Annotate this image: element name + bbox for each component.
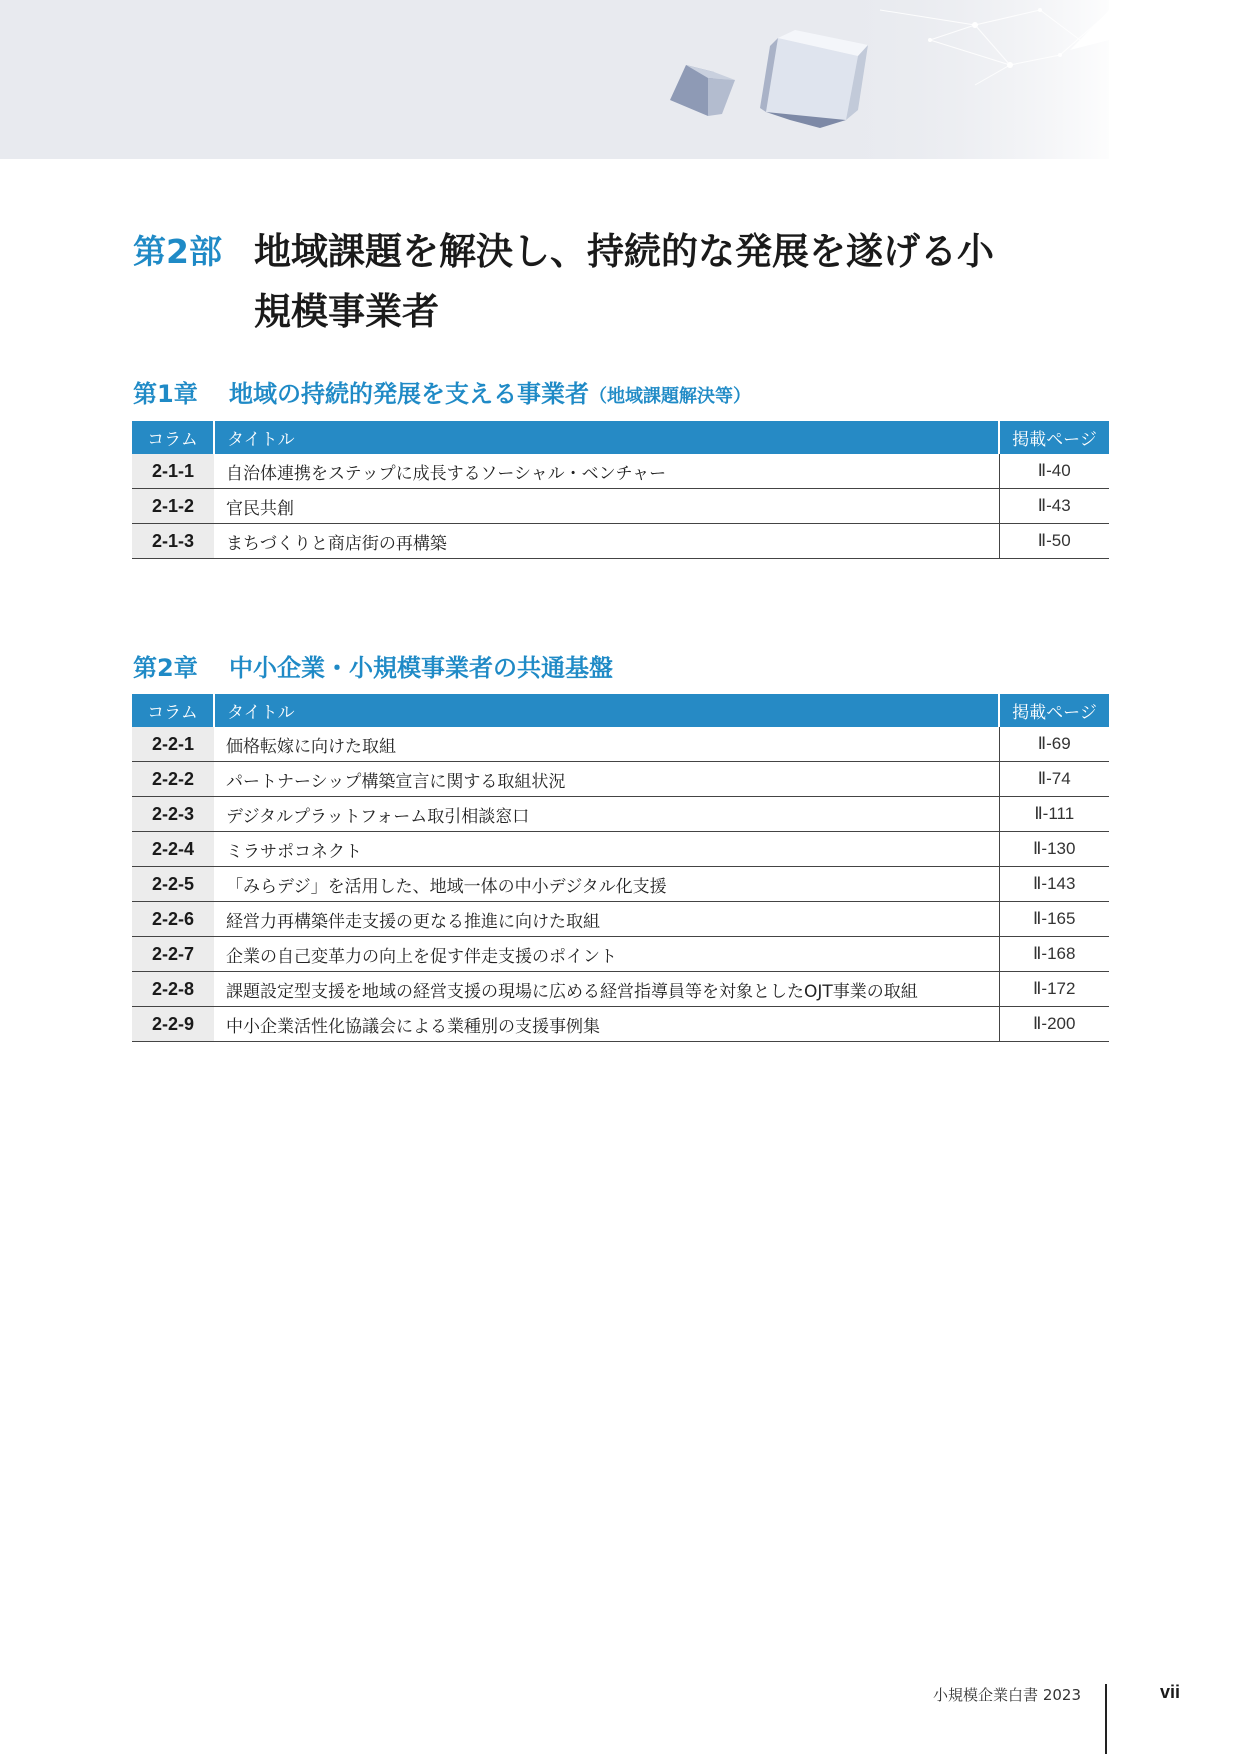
table-row <box>132 489 1109 524</box>
footer-publication <box>933 1684 1081 1705</box>
column-number: 2-2-7 <box>132 937 214 972</box>
table-row <box>132 727 1109 762</box>
column-page: Ⅱ-200 <box>999 1007 1109 1042</box>
chapter1-title: 地域の持続的発展を支える事業者 <box>229 380 589 408</box>
column-title: デジタルプラットフォーム取引相談窓口 <box>214 797 999 832</box>
column-title: 経営力再構築伴走支援の更なる推進に向けた取組 <box>214 902 999 937</box>
chapter1-subtitle: （地域課題解決等） <box>589 386 751 407</box>
column-page: Ⅱ-43 <box>999 489 1109 524</box>
column-number: 2-2-5 <box>132 867 214 902</box>
column-header: コラム <box>132 694 214 727</box>
column-page: Ⅱ-50 <box>999 524 1109 559</box>
chapter1-column-table <box>132 421 1109 559</box>
column-number: 2-2-1 <box>132 727 214 762</box>
page-header: 掲載ページ <box>999 421 1109 454</box>
column-number: 2-2-6 <box>132 902 214 937</box>
table-row <box>132 797 1109 832</box>
chapter2-label: 第2章 <box>133 654 198 682</box>
column-title: 「みらデジ」を活用した、地域一体の中小デジタル化支援 <box>214 867 999 902</box>
chapter2-column-table <box>132 694 1109 1042</box>
column-number: 2-2-8 <box>132 972 214 1007</box>
table-row <box>132 762 1109 797</box>
column-title: まちづくりと商店街の再構築 <box>214 524 999 559</box>
table-row <box>132 867 1109 902</box>
column-title: 官民共創 <box>214 489 999 524</box>
chapter2-heading <box>133 648 613 683</box>
footer-divider <box>1105 1684 1107 1754</box>
column-title: 企業の自己変革力の向上を促す伴走支援のポイント <box>214 937 999 972</box>
column-title: パートナーシップ構築宣言に関する取組状況 <box>214 762 999 797</box>
publication-name: 小規模企業白書 <box>933 1686 1039 1704</box>
table-row <box>132 1007 1109 1042</box>
page-number: vii <box>1160 1682 1181 1702</box>
column-page: Ⅱ-111 <box>999 797 1109 832</box>
chapter2-title: 中小企業・小規模事業者の共通基盤 <box>229 654 613 682</box>
page-header: 掲載ページ <box>999 694 1109 727</box>
column-number: 2-1-1 <box>132 454 214 489</box>
column-number: 2-1-2 <box>132 489 214 524</box>
table-header-row <box>132 421 1109 454</box>
column-page: Ⅱ-74 <box>999 762 1109 797</box>
column-title: 中小企業活性化協議会による業種別の支援事例集 <box>214 1007 999 1042</box>
table-row <box>132 937 1109 972</box>
column-number: 2-2-9 <box>132 1007 214 1042</box>
table-row <box>132 524 1109 559</box>
table-header-row <box>132 694 1109 727</box>
column-header: コラム <box>132 421 214 454</box>
publication-year: 2023 <box>1042 1686 1081 1704</box>
column-page: Ⅱ-130 <box>999 832 1109 867</box>
title-header: タイトル <box>214 694 999 727</box>
column-page: Ⅱ-168 <box>999 937 1109 972</box>
chapter1-heading <box>133 374 751 409</box>
column-number: 2-2-2 <box>132 762 214 797</box>
column-title: 自治体連携をステップに成長するソーシャル・ベンチャー <box>214 454 999 489</box>
part-title: 地域課題を解決し、持続的な発展を遂げる小規模事業者 <box>254 230 994 333</box>
chapter1-label: 第1章 <box>133 380 198 408</box>
column-number: 2-2-3 <box>132 797 214 832</box>
table-row <box>132 972 1109 1007</box>
table-row <box>132 902 1109 937</box>
column-page: Ⅱ-40 <box>999 454 1109 489</box>
column-number: 2-2-4 <box>132 832 214 867</box>
column-title: 価格転嫁に向けた取組 <box>214 727 999 762</box>
column-title: 課題設定型支援を地域の経営支援の現場に広める経営指導員等を対象としたOJT事業の取組 <box>214 972 999 1007</box>
column-page: Ⅱ-172 <box>999 972 1109 1007</box>
cube-network-graphic <box>0 0 1109 159</box>
column-page: Ⅱ-143 <box>999 867 1109 902</box>
part-label: 第2部 <box>133 232 222 271</box>
column-title: ミラサポコネクト <box>214 832 999 867</box>
column-page: Ⅱ-69 <box>999 727 1109 762</box>
column-number: 2-1-3 <box>132 524 214 559</box>
column-page: Ⅱ-165 <box>999 902 1109 937</box>
title-header: タイトル <box>214 421 999 454</box>
table-row <box>132 454 1109 489</box>
header-banner <box>0 0 1109 159</box>
table-row <box>132 832 1109 867</box>
